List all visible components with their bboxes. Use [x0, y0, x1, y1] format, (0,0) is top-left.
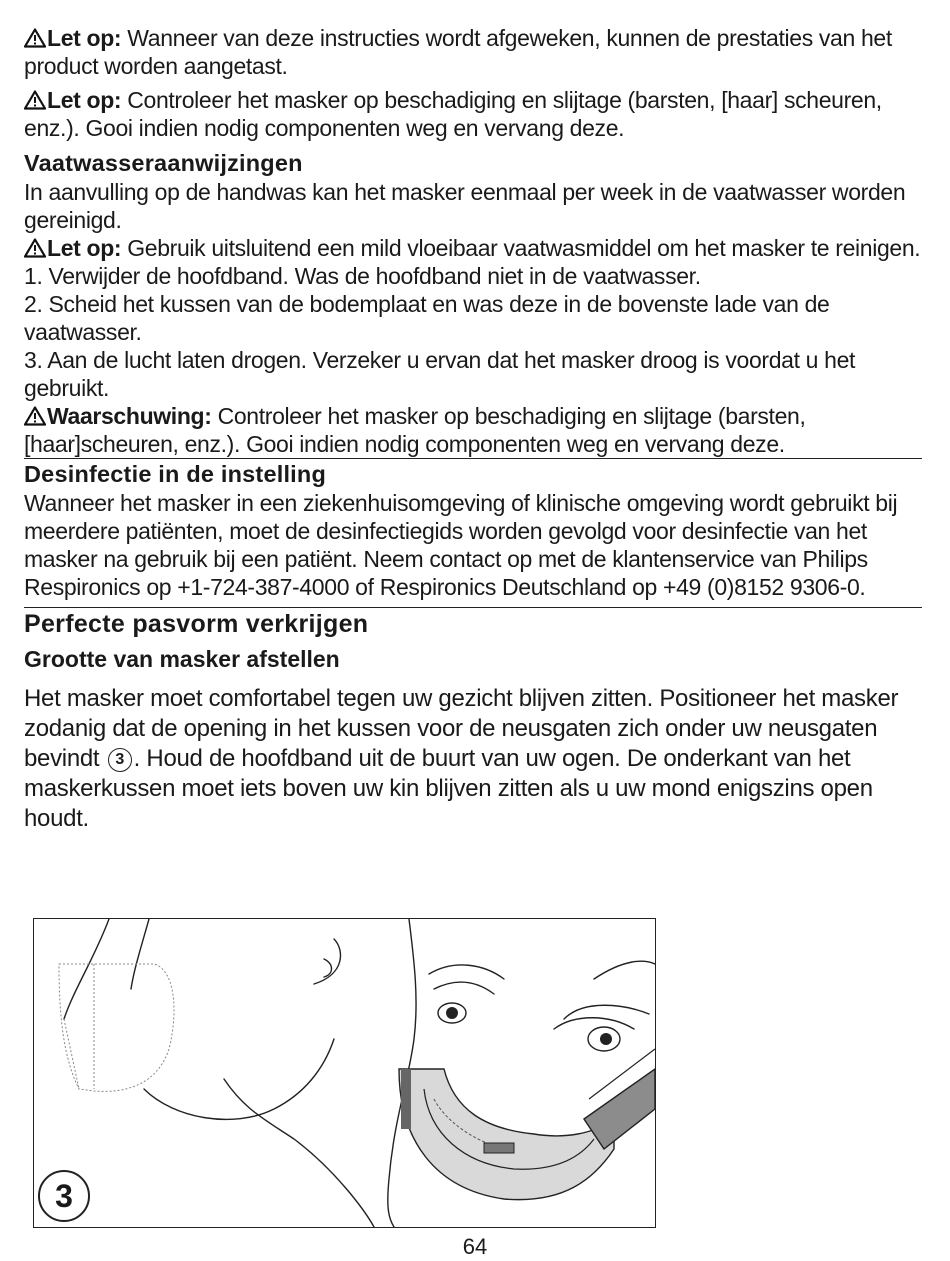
caution-text: Controleer het masker op beschadiging en slijtage (barsten, [haar] scheuren, enz.). Gooi indien nodig componenten weg en vervang deze.	[24, 87, 882, 141]
dishwasher-warning	[24, 402, 922, 458]
page-number: 64	[462, 1234, 488, 1259]
mask-illustration-drawing	[34, 919, 655, 1227]
figure-number-badge: 3	[38, 1170, 90, 1222]
dishwasher-intro: In aanvulling op de handwas kan het masker eenmaal per week in de vaatwasser worden gereinigd.	[24, 179, 906, 233]
warning-triangle-icon	[24, 28, 46, 48]
warning-label: Waarschuwing:	[47, 403, 212, 429]
warning-triangle-icon	[24, 90, 46, 110]
caution-text: Wanneer van deze instructies wordt afgeweken, kunnen de prestaties van het product worden aangetast.	[24, 25, 892, 79]
dishwasher-step-1: 1. Verwijder de hoofdband. Was de hoofdband niet in de vaatwasser.	[24, 263, 701, 289]
dishwasher-step-3: 3. Aan de lucht laten drogen. Verzeker u ervan dat het masker droog is voordat u het gebruikt.	[24, 347, 856, 401]
fit-heading: Perfecte pasvorm verkrijgen	[24, 610, 369, 638]
caution-label: Let op:	[47, 25, 122, 51]
caution-notice	[24, 24, 922, 80]
mask-cushion-drawing	[399, 1069, 614, 1200]
fit-instructions	[24, 684, 922, 834]
warning-triangle-icon	[24, 406, 46, 426]
warning-triangle-icon	[24, 238, 46, 258]
warning-text: Controleer het masker op beschadiging en slijtage (barsten, [haar]scheuren, enz.). Gooi indien nodig componenten weg en vervang deze.	[24, 403, 806, 457]
disinfection-text: Wanneer het masker in een ziekenhuisomgeving of klinische omgeving wordt gebruikt bij meerdere patiënten, moet de desinfectiegids worden gevolgd voor desinfectie van het masker na gebruik bij een patiënt. Neem contact op met de klantenservice van Philips Respironics op +1-724-387-4000 of Respironics Deutschland op +49 (0)8152 9306-0.	[24, 490, 898, 600]
caution-notice	[24, 86, 922, 142]
fit-text-before: Het masker moet comfortabel tegen uw gezicht blijven zitten. Positioneer het masker zodanig dat de opening in het kussen voor de neusgaten zich onder uw neusgaten bevindt	[24, 685, 899, 772]
dishwasher-caution	[24, 234, 922, 262]
caution-label: Let op:	[47, 235, 122, 261]
figure-reference-badge: 3	[108, 748, 132, 772]
dishwasher-step-2: 2. Scheid het kussen van de bodemplaat en was deze in de bovenste lade van de vaatwasser.	[24, 291, 830, 345]
document-page	[24, 24, 922, 834]
mask-fit-illustration	[33, 918, 656, 1228]
caution-label: Let op:	[47, 87, 122, 113]
dishwasher-heading: Vaatwasseraanwijzingen	[24, 150, 303, 176]
disinfection-heading: Desinfectie in de instelling	[24, 461, 327, 487]
caution-text: Gebruik uitsluitend een mild vloeibaar vaatwasmiddel om het masker te reinigen.	[121, 235, 921, 261]
fit-text-after: . Houd de hoofdband uit de buurt van uw ogen. De onderkant van het maskerkussen moet iets boven uw kin blijven zitten als u uw mond enigszins open houdt.	[24, 745, 873, 832]
mask-size-subheading: Grootte van masker afstellen	[24, 646, 340, 672]
